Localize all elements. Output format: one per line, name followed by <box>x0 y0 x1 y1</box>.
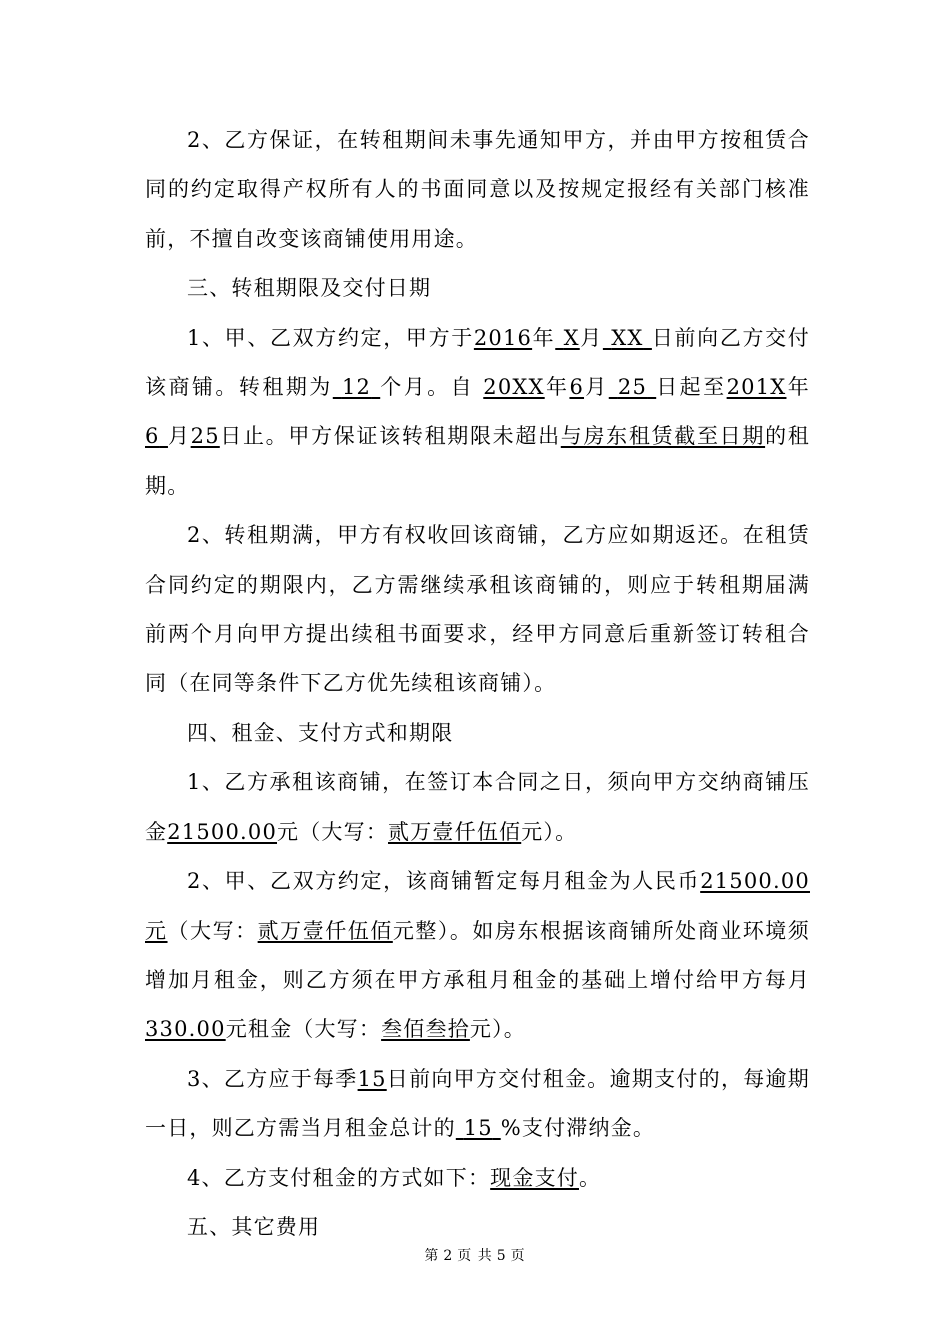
delivery-day-value: XX <box>611 325 644 350</box>
deposit-amount-words: 贰万壹仟伍佰 <box>388 819 522 844</box>
end-year: 201X <box>726 375 787 400</box>
lease-limit: 与房东租赁截至日期 <box>560 424 766 449</box>
sublease-term <box>333 375 380 399</box>
text-run: %支付滞纳金。 <box>500 1116 656 1141</box>
paragraph-payment-method <box>145 1154 810 1203</box>
rent-increase-amount: 330.00 <box>145 1017 226 1042</box>
footer-prefix: 第 <box>424 1248 440 1264</box>
delivery-month <box>555 326 580 350</box>
text-run: 日前向乙方交付该商铺。转租期为 <box>145 325 811 400</box>
text-run: 元整）。如房东根据该商铺所处商业环境须增加月租金，则乙方须在甲方承租月租金的基础上增付给甲方每月 <box>145 918 810 992</box>
section-heading-rent-payment <box>145 709 810 758</box>
start-month: 6 <box>569 375 585 400</box>
paragraph-text: 2、转租期满，甲方有权收回该商铺，乙方应如期返还。在租赁合同约定的期限内，乙方需继续承租该商铺的，则应于转租期届满前两个月向甲方提出续租书面要求，经甲方同意后重新签订转租合同（在同等条件下乙方优先续租该商铺）。 <box>145 523 810 696</box>
heading-text: 四、租金、支付方式和期限 <box>187 720 454 745</box>
start-day <box>609 375 656 399</box>
sublease-term-value: 12 <box>341 375 372 400</box>
delivery-month-value: X <box>563 325 580 350</box>
delivery-year: 2016 <box>473 325 533 350</box>
text-run: 的租期。 <box>145 424 810 498</box>
text-run: 元）。 <box>521 819 578 844</box>
text-run: 元租金（大写： <box>225 1017 382 1042</box>
text-run: 个月。自 <box>380 375 475 400</box>
page-footer <box>0 1245 950 1265</box>
paragraph-monthly-rent <box>145 857 810 1055</box>
footer-suffix: 页 <box>510 1248 526 1264</box>
text-run: 元）。 <box>469 1017 527 1042</box>
paragraph-text: 2、乙方保证，在转租期间未事先通知甲方，并由甲方按租赁合同的约定取得产权所有人的书面同意以及按规定报经有关部门核准前，不擅自改变该商铺使用用途。 <box>145 128 810 251</box>
section-heading-term-delivery <box>145 264 810 313</box>
text-run: 4、乙方支付租金的方式如下： <box>187 1165 491 1190</box>
start-year: 20XX <box>483 375 545 400</box>
text-run: 日止。甲方保证该转租期限未超出 <box>219 424 561 449</box>
end-month-value: 6 <box>145 424 160 449</box>
delivery-day <box>603 326 652 350</box>
end-day: 25 <box>190 424 220 449</box>
monthly-rent-amount: 21500.00元 <box>145 869 810 943</box>
text-run: 日起至 <box>656 375 727 400</box>
late-fee-rate-value: 15 <box>463 1116 493 1141</box>
text-run: 1、乙方承租该商铺，在签订本合同之日，须向甲方交纳商铺压金 <box>145 770 810 844</box>
paragraph-guarantee-usage <box>145 116 810 264</box>
deposit-amount: 21500.00 <box>167 819 278 844</box>
text-run: 月 <box>584 375 609 400</box>
paragraph-deposit <box>145 758 810 857</box>
monthly-rent-words: 贰万壹仟伍佰 <box>257 918 393 943</box>
text-run: 2、甲、乙双方约定，该商铺暂定每月租金为人民币 <box>187 869 701 894</box>
paragraph-payment-due <box>145 1055 810 1154</box>
end-month <box>145 424 168 448</box>
paragraph-delivery-date <box>145 314 810 512</box>
paragraph-expiry-renewal <box>145 511 810 709</box>
footer-page-number: 2 <box>443 1248 454 1264</box>
text-run: 月 <box>579 325 603 350</box>
text-run: 年 <box>544 375 570 400</box>
text-run: 日前向甲方交付租金。逾期支付的，每逾期一日，则乙方需当月租金总计的 <box>145 1066 810 1141</box>
text-run: 3、乙方应于每季 <box>187 1066 358 1091</box>
text-run: 月 <box>167 424 191 449</box>
footer-total-pages: 5 <box>496 1248 507 1264</box>
text-run: （大写： <box>167 918 258 943</box>
start-day-value: 25 <box>617 375 648 400</box>
text-run: 年 <box>786 375 810 400</box>
text-run: 。 <box>578 1165 602 1190</box>
text-run: 1、甲、乙双方约定，甲方于 <box>187 325 474 350</box>
footer-middle: 页 共 <box>457 1248 493 1264</box>
payment-method: 现金支付 <box>490 1165 579 1190</box>
text-run: 元（大写： <box>277 819 389 844</box>
payment-due-day: 15 <box>357 1066 387 1091</box>
heading-text: 三、转租期限及交付日期 <box>187 276 432 301</box>
document-body <box>145 116 810 1252</box>
text-run: 年 <box>532 325 556 350</box>
heading-text: 五、其它费用 <box>187 1214 321 1239</box>
rent-increase-words: 叁佰叁拾 <box>381 1017 470 1042</box>
late-fee-rate <box>456 1116 501 1140</box>
